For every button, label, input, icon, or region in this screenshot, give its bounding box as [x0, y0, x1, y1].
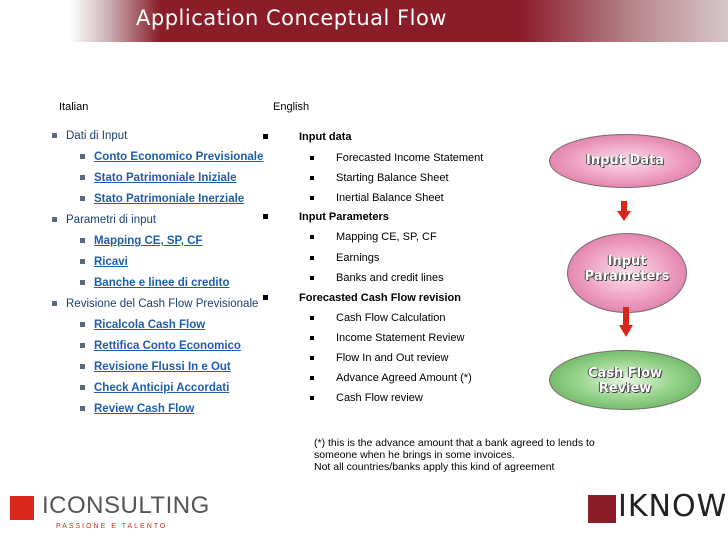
- bullet-icon: [310, 156, 314, 160]
- flow-step-cash-flow-review: Cash Flow Review: [549, 350, 701, 410]
- italian-link[interactable]: Stato Patrimoniale Inerziale: [80, 193, 244, 205]
- bullet-icon: [80, 154, 85, 159]
- flow-step-input-parameters: Input Parameters: [567, 233, 687, 313]
- footnote: (*) this is the advance amount that a bank agreed to lends to someone when he brings in some invoices. Not all countries/banks apply this kind of agreement: [314, 437, 595, 473]
- italian-link[interactable]: Check Anticipi Accordati: [80, 382, 229, 394]
- down-arrow-icon: [619, 307, 633, 337]
- bullet-icon: [310, 376, 314, 380]
- italian-link[interactable]: Ricavi: [80, 256, 128, 268]
- bullet-icon: [52, 133, 57, 138]
- bullet-icon: [310, 356, 314, 360]
- bullet-icon: [80, 196, 85, 201]
- bullet-icon: [310, 336, 314, 340]
- italian-link[interactable]: Mapping CE, SP, CF: [80, 235, 202, 247]
- bullet-icon: [310, 235, 314, 239]
- column-header-english: English: [273, 101, 310, 113]
- italian-link[interactable]: Ricalcola Cash Flow: [80, 319, 205, 331]
- flow-step-input-data: Input Data: [549, 134, 701, 188]
- bullet-icon: [80, 343, 85, 348]
- slide-title: Application Conceptual Flow: [136, 6, 447, 30]
- italian-link[interactable]: Stato Patrimoniale Iniziale: [80, 172, 237, 184]
- bullet-icon: [52, 217, 57, 222]
- italian-link[interactable]: Revisione Flussi In e Out: [80, 361, 231, 373]
- bullet-icon: [310, 316, 314, 320]
- column-header-italian: Italian: [59, 101, 89, 113]
- italian-link[interactable]: Conto Economico Previsionale: [80, 151, 263, 163]
- bullet-icon: [310, 176, 314, 180]
- italian-group: Revisione del Cash Flow Previsionale: [52, 298, 258, 310]
- bullet-icon: [263, 134, 268, 139]
- iknow-logo-icon: [588, 495, 616, 523]
- down-arrow-icon: [617, 201, 631, 221]
- bullet-icon: [80, 280, 85, 285]
- bullet-icon: [80, 385, 85, 390]
- bullet-icon: [80, 322, 85, 327]
- bullet-icon: [310, 276, 314, 280]
- bullet-icon: [80, 259, 85, 264]
- bullet-icon: [52, 301, 57, 306]
- bullet-icon: [80, 406, 85, 411]
- italian-link[interactable]: Review Cash Flow: [80, 403, 194, 415]
- italian-group: Dati di Input: [52, 130, 127, 142]
- bullet-icon: [310, 396, 314, 400]
- bullet-icon: [80, 364, 85, 369]
- italian-link[interactable]: Banche e linee di credito: [80, 277, 229, 289]
- title-bar: [0, 0, 728, 42]
- iconsulting-logo-icon: [10, 496, 34, 520]
- bullet-icon: [263, 214, 268, 219]
- bullet-icon: [263, 295, 268, 300]
- bullet-icon: [80, 238, 85, 243]
- italian-link[interactable]: Rettifica Conto Economico: [80, 340, 241, 352]
- bullet-icon: [80, 175, 85, 180]
- italian-group: Parametri di input: [52, 214, 156, 226]
- bullet-icon: [310, 196, 314, 200]
- bullet-icon: [310, 256, 314, 260]
